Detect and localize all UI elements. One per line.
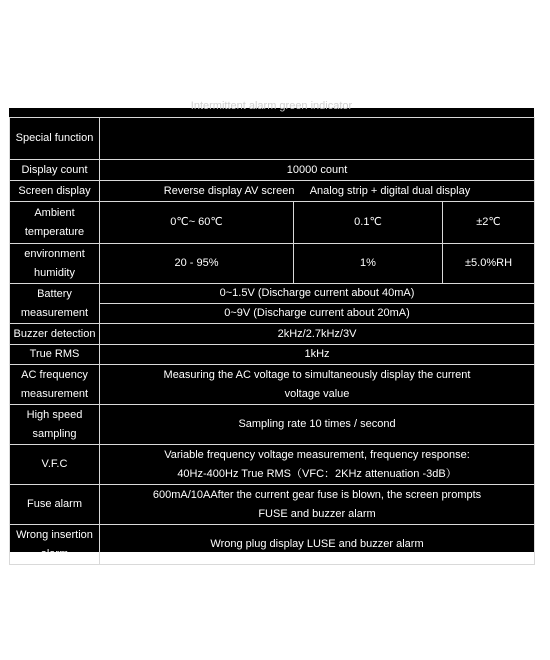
label-ambient-temperature <box>10 202 100 244</box>
label-battery <box>10 284 100 324</box>
label-ambient-2: temperature <box>24 225 85 238</box>
battery-value-1: 0~1.5V (Discharge current about 40mA) <box>100 284 535 304</box>
vfc-value-2: 40Hz-400Hz True RMS（VFC：2KHz attenuation -3dB） <box>177 467 457 480</box>
screen-display-a: Reverse display AV screen <box>163 184 295 197</box>
value-screen-display <box>100 181 535 202</box>
row-display-count <box>10 160 535 181</box>
label-wrong-1: Wrong insertion <box>16 528 93 541</box>
row-special-function <box>10 118 535 160</box>
label-battery-1: Battery <box>37 287 72 300</box>
label-humidity-2: humidity <box>34 266 75 279</box>
value-display-count: 10000 count <box>100 160 535 181</box>
label-display-count: Display count <box>10 160 100 181</box>
ac-value-1: Measuring the AC voltage to simultaneously display the current <box>163 368 471 381</box>
label-vfc: V.F.C <box>10 445 100 485</box>
value-high-speed: Sampling rate 10 times / second <box>100 405 535 445</box>
label-special-function: Special function <box>10 118 100 160</box>
label-buzzer: Buzzer detection <box>10 324 100 345</box>
cropped-top-text: Intermittent alarm green indicator <box>190 100 353 112</box>
row-screen-display <box>10 181 535 202</box>
value-wrong-insertion: Wrong plug display LUSE and buzzer alarm <box>100 525 535 565</box>
ambient-range: 0℃~ 60℃ <box>100 202 294 244</box>
label-wrong-insertion <box>10 525 100 565</box>
humidity-resolution: 1% <box>294 244 443 284</box>
row-true-rms <box>10 345 535 365</box>
label-ac-frequency <box>10 365 100 405</box>
value-special-function <box>100 118 535 160</box>
spec-table <box>9 117 535 565</box>
value-buzzer: 2kHz/2.7kHz/3V <box>100 324 535 345</box>
row-wrong-insertion <box>10 525 535 565</box>
humidity-range: 20 - 95% <box>100 244 294 284</box>
humidity-accuracy: ±5.0%RH <box>443 244 535 284</box>
label-ac-1: AC frequency <box>21 368 88 381</box>
label-ac-2: measurement <box>20 387 89 400</box>
value-true-rms: 1kHz <box>100 345 535 365</box>
battery-value-2: 0~9V (Discharge current about 20mA) <box>100 304 535 324</box>
fuse-value-2: FUSE and buzzer alarm <box>258 507 376 520</box>
vfc-value-1: Variable frequency voltage measurement, frequency response: <box>164 448 470 461</box>
ambient-accuracy: ±2℃ <box>443 202 535 244</box>
ac-value-2: voltage value <box>284 387 350 400</box>
ambient-resolution: 0.1℃ <box>294 202 443 244</box>
label-ambient-1: Ambient <box>34 206 75 219</box>
row-ambient-temperature <box>10 202 535 244</box>
value-vfc <box>100 445 535 485</box>
label-high-speed <box>10 405 100 445</box>
label-true-rms: True RMS <box>10 345 100 365</box>
label-high-speed-1: High speed <box>26 408 83 421</box>
label-high-speed-2: sampling <box>32 427 77 440</box>
label-humidity-1: environment <box>24 247 85 260</box>
label-screen-display: Screen display <box>10 181 100 202</box>
label-environment-humidity <box>10 244 100 284</box>
value-ac-frequency <box>100 365 535 405</box>
row-high-speed <box>10 405 535 445</box>
row-fuse-alarm <box>10 485 535 525</box>
spec-panel <box>9 100 534 560</box>
label-battery-2: measurement <box>20 306 89 319</box>
row-buzzer <box>10 324 535 345</box>
row-vfc <box>10 445 535 485</box>
label-fuse-alarm: Fuse alarm <box>10 485 100 525</box>
fuse-value-1: 600mA/10AAfter the current gear fuse is blown, the screen prompts <box>152 488 482 501</box>
value-fuse-alarm <box>100 485 535 525</box>
row-ac-frequency <box>10 365 535 405</box>
row-environment-humidity <box>10 244 535 284</box>
row-battery-1 <box>10 284 535 304</box>
screen-display-b: Analog strip + digital dual display <box>309 184 471 197</box>
label-wrong-2: alarm <box>40 547 69 560</box>
